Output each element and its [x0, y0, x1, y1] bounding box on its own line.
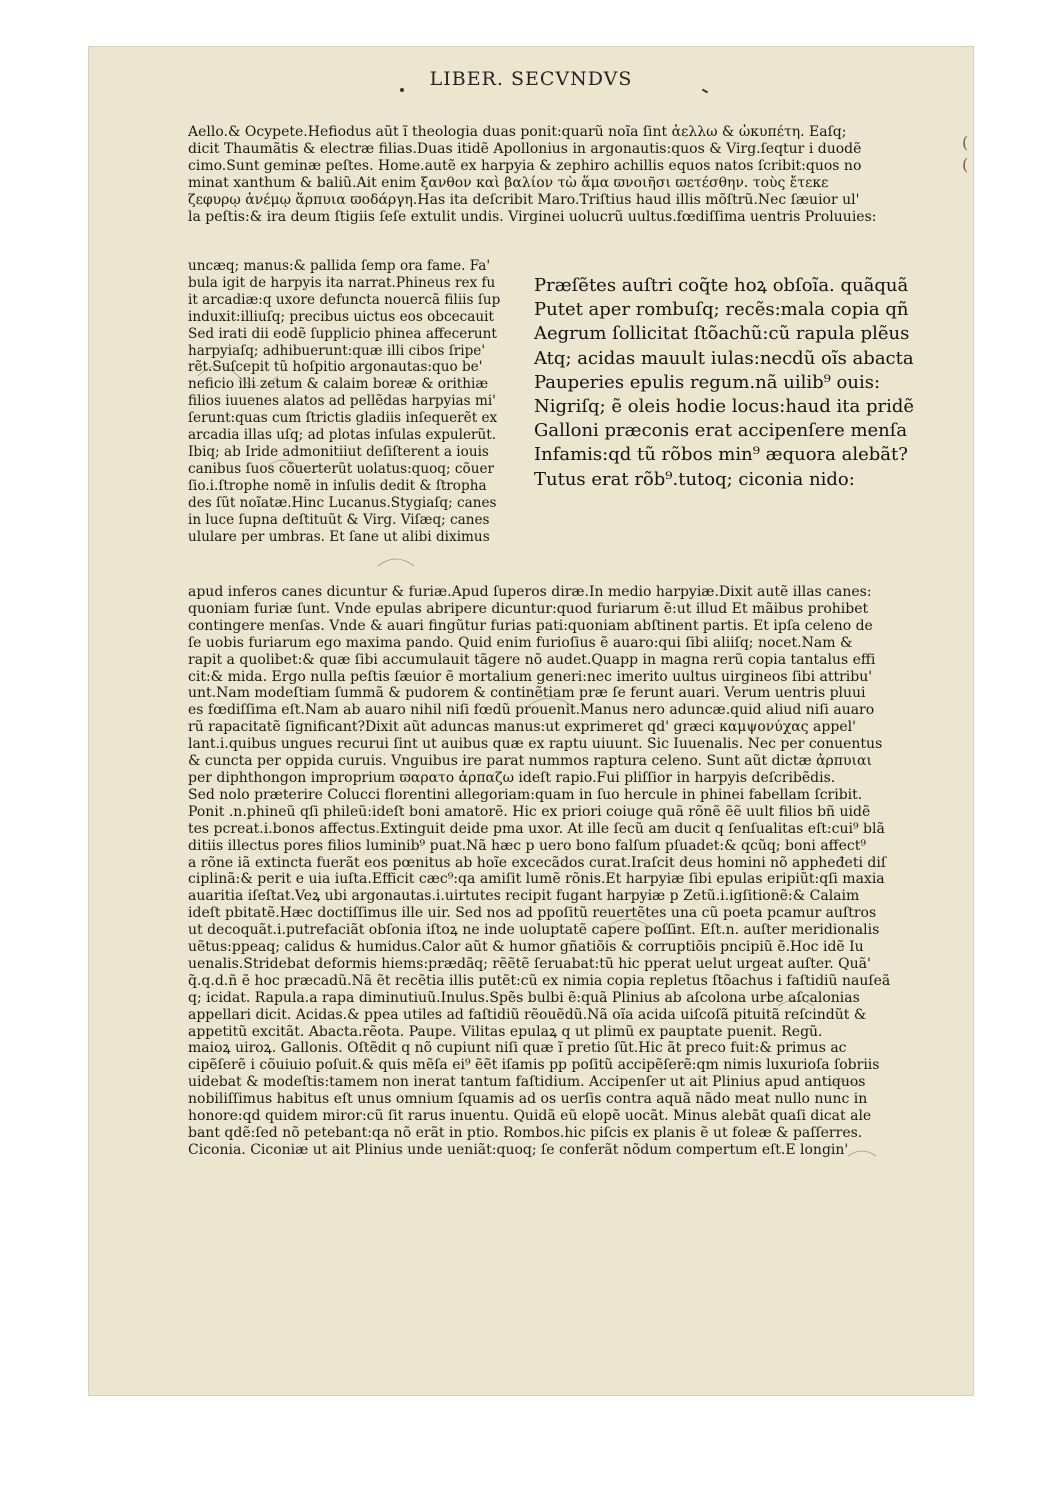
commentary-left-line: canibus ſuos cõuerterũt uolatus:quoq; cõuer	[188, 460, 494, 477]
commentary-left-line: arcadia illas uſq; ad plotas inſulas expulerũt.	[188, 427, 497, 444]
commentary-bottom-line: ideſt pbitatẽ.Hæc doctiſſimus ille uir. Sed nos ad ppoſitũ reuertẽtes una cũ poeta pcamur auſtros	[188, 905, 877, 922]
poem-line: Putet aper rombuſq; recẽs:mala copia qñ	[534, 299, 909, 321]
commentary-bottom-line: Ciconia. Ciconiæ ut ait Plinius unde ueniãt:quoq; ſe conferãt nõdum compertum eſt.E longin'	[188, 1141, 849, 1158]
margin-mark: (	[962, 133, 969, 152]
margin-marks	[962, 132, 968, 176]
commentary-left-line: rẽt.Suſcepit tũ hoſpitio argonautas:quo be'	[188, 359, 483, 376]
commentary-left-line: neficio illi zetum & calaim boreæ & orithiæ	[188, 376, 489, 393]
commentary-bottom-line: honore:qd quidem miror:cũ ſit rarus inuentu. Quidã eũ elopẽ uocãt. Minus alebãt quaſi dicat ale	[188, 1108, 872, 1125]
commentary-top-line: ζεφυρῳ ἀνέμῳ ἅρπυια ϖοδάργη.Has ita deſcribit Maro.Triſtius haud illis mõſtrũ.Nec ſæuior ul'	[188, 191, 860, 208]
commentary-left-line: harpyiaſq; adhibuerunt:quæ illi cibos ſripe'	[188, 342, 486, 359]
commentary-bottom-line: ſe uobis furiarum ego maxima pando. Quid enim furioſius ẽ auaro:qui ſibi aliiſq; nocet.Nam &	[188, 634, 853, 651]
commentary-bottom-line: apud inferos canes dicuntur & furiæ.Apud ſuperos diræ.In medio harpyiæ.Dixit autẽ illas canes:	[188, 584, 872, 600]
commentary-left-line: uncæq; manus:& pallida ſemp ora fame. Fa'	[188, 258, 491, 274]
commentary-bottom-line: cit:& mida. Ergo nulla peſtis ſæuior ẽ mortalium generi:nec imerito uultus uirgineos ſibi attribu'	[188, 668, 873, 685]
commentary-left-line: ſerunt:quas cum ſtrictis gladiis inſequerẽt ex	[188, 410, 498, 427]
commentary-bottom-line: Ponit .n.phineũ qſi phileũ:ideſt boni amatorẽ. Hic ex priori coiuge quã rõnẽ ẽẽ uult filios bñ uidẽ	[188, 803, 871, 820]
commentary-bottom-line: & cuncta per oppida curuis. Vnguibus ire parat nummos raptura celeno. Sunt aũt dictæ ἀρπυιαι	[188, 753, 872, 770]
commentary-bottom-line: rũ rapacitatẽ ſignificant?Dixit aũt aduncas manus:ut exprimeret qd' græci καμψονύχας appel'	[188, 719, 856, 736]
commentary-bottom-line: per diphthongon improprium ϖαρατο ἀρπαζω ideſt rapio.Fui pliſſior in harpyis deſcribẽdis.	[188, 769, 836, 786]
commentary-bottom-line: nobiliſſimus habitus eſt unus omnium ſquamis ad os uerſis contra aquã nãdo meat nullo nunc in	[188, 1091, 868, 1108]
commentary-bottom-line: contingere menſas. Vnde & auari fingũtur furias pati:quoniam abſtinent partis. Et ipſa celeno de	[188, 617, 873, 634]
commentary-bottom-line: unt.Nam modeſtiam ſummã & pudorem & continẽtiam præ ſe ferunt auari. Verum uentris pluui	[188, 685, 866, 702]
commentary-bottom-line: q; icidat. Rapula.a rapa diminutiuũ.Inulus.Spẽs bulbi ẽ:quã Plinius ab aſcolona urbe aſcalonias	[188, 989, 860, 1006]
commentary-bottom-line: appellari dicit. Acidas.& ppea utiles ad faſtidiũ rẽouẽdũ.Nã oĩa acida uiſcoſã pituitã reſcindũt &	[188, 1006, 867, 1023]
commentary-left-column	[188, 258, 528, 545]
commentary-top-line: la peſtis:& ira deum ſtigiis ſeſe extulit undis. Virginei uolucrũ uultus.fœdiſſima uentris Proluuies:	[188, 208, 877, 225]
commentary-top-line: cimo.Sunt geminæ peſtes. Home.autẽ ex harpyia & zephiro achillis equos natos ſcribit:quos no	[188, 157, 862, 174]
commentary-bottom-line: q̃.q.d.ñ ẽ hoc præcadũ.Nã ẽt recẽtia illis putẽt:cũ ex nimia copia repletus ſtõachus i faſtidiũ nauſeã	[188, 972, 891, 989]
commentary-bottom-line: rapit a quolibet:& quæ ſibi accumulauit tãgere nõ audet.Quapp in magna rerũ copia tantalus effi	[188, 651, 876, 668]
poem-line: Galloni præconis erat accipenſere menſa	[534, 420, 908, 442]
commentary-left-line: filios iuuenes alatos ad pellẽdas harpyias mi'	[188, 393, 496, 410]
commentary-bottom-line: cipẽſerẽ i cõuiuio poſuit.& quis mẽſa ei⁹ ẽẽt iſamis pp poſitũ accipẽſerẽ:qm nimis luxurioſa ſobriis	[188, 1057, 880, 1074]
commentary-left-line: ululare per umbras. Et ſane ut alibi diximus	[188, 528, 490, 545]
commentary-left-line: it arcadiæ:q uxore defuncta nouercã filiis ſup	[188, 291, 501, 308]
poem-line: Tutus erat rõb⁹.tutoq; ciconia nido:	[534, 468, 855, 490]
commentary-top-line: Aello.& Ocypete.Hefiodus aũt ĩ theologia duas ponit:quarũ noĩa ſint ἀελλω & ὠκυπέτη. Eaſq;	[188, 124, 847, 140]
running-title: LIBER. SECVNDVS	[429, 68, 633, 90]
commentary-bottom-line: quoniam furiæ ſunt. Vnde epulas abripere dicuntur:quod furiarum ẽ:ut illud Et mãibus prohibet	[188, 600, 869, 617]
commentary-left-line: induxit:illiuſq; precibus uictus eos obcecauit	[188, 308, 494, 325]
commentary-bottom-line: ciplinã:& perit e uia iuſta.Efficit cæc⁹:qa amiſit lumẽ rõnis.Et harpyiæ ſibi epulas eripiũt:qſi maxia	[188, 871, 885, 888]
poem-line: Præſẽtes auſtri coq̃te hoꝝ obſoĩa. quãquã	[534, 275, 909, 296]
commentary-bottom-line: a rõne iã extincta fuerãt eos pœnitus ab hoĩe excecãdos curat.Iraſcit deus homini nõ appheđeti diſ	[188, 854, 887, 871]
ink-dot	[400, 88, 404, 92]
commentary-left-line: Ibiq; ab Iride admonitiiut deſiſterent a iouis	[188, 443, 489, 460]
poem-verses	[534, 274, 954, 492]
commentary-bottom-line: uẽtus:ppeaq; calidus & humidus.Calor aũt & humor gñatiõis & corruptiõis pncipiũ ẽ.Hoc idẽ Iu	[188, 939, 864, 956]
commentary-left-line: in luce ſupna deſtituũt & Virg. Viſæq; canes	[188, 511, 490, 528]
commentary-top-line: minat xanthum & baliũ.Ait enim ξανθον καὶ βαλίον τὼ ἅμα ϖνοιῆσι ϖετέσθην. τοὺς ἔτεκε	[188, 174, 829, 191]
commentary-left-line: ſio.i.ſtrophe nomẽ in inſulis dedit & ſtropha	[188, 477, 487, 494]
commentary-bottom-line: uidebat & modeſtis:tamem non inerat tantum faſtidium. Accipenſer ut ait Plinius apud antiquos	[188, 1074, 866, 1091]
commentary-bottom-line: bant qdẽ:ſed nõ petebant:qa nõ erãt in ptio. Rombos.hic piſcis ex planis ẽ ut foleæ & paſſerres.	[188, 1125, 863, 1141]
commentary-bottom-line: ditiis illectus pores filios luminib⁹ puat.Nã hæc p uero bono falſum pſuadet:& qcũq; boni affect⁹	[188, 837, 866, 854]
poem-line: Aegrum ſollicitat ſtõachũ:cũ rapula plẽus	[534, 323, 910, 345]
poem-line: Pauperies epulis regum.nã uilib⁹ ouis:	[534, 371, 881, 393]
poem-line: Infamis:qd tũ rõbos min⁹ æquora alebãt?	[534, 444, 908, 466]
poem-line: Atq; acidas mauult iulas:necdũ oĩs abacta	[534, 347, 914, 369]
commentary-bottom-line: auaritia iſeſtat.Veꝝ ubi argonautas.i.uirtutes recipit fugant harpyiæ p Zetũ.i.igſitionẽ:& Calaim	[188, 888, 860, 905]
commentary-top	[188, 124, 940, 225]
margin-mark: (	[962, 155, 969, 174]
commentary-bottom-line: appetitũ excitãt. Abacta.rẽota. Paupe. Vilitas epulaꝝ q ut plimũ ex pauptate puenit. Regũ.	[188, 1023, 823, 1040]
commentary-bottom-line: Sed nolo præterire Colucci florentini allegoriam:quam in ſuo hercule in phinei fabellam ſcribit.	[188, 786, 863, 803]
commentary-bottom-line: lant.i.quibus ungues recurui ſint ut auibus quæ ex raptu uiuunt. Sic Iuuenalis. Nec per conuentus	[188, 736, 883, 753]
commentary-left-line: bula igit de harpyis ita narrat.Phineus rex fu	[188, 274, 496, 291]
commentary-bottom-line: tes pcreat.i.bonos affectus.Extinguit deide pma uxor. At ille ſecũ am ducit q ſenſualitas eſt:cui⁹ blã	[188, 820, 885, 837]
commentary-left-line: Sed irati dii eodẽ ſupplicio phinea affecerunt	[188, 325, 497, 342]
commentary-top-line: dicit Thaumãtis & electræ filias.Duas itidẽ Apollonius in argonautis:quos & Virg.ſeqtur i duodẽ	[188, 140, 862, 157]
commentary-left-line: des ſũt noĩatæ.Hinc Lucanus.Stygiaſq; canes	[188, 494, 497, 511]
commentary-bottom-line: uenalis.Stridebat deformis hiems:prædãq; rẽẽtẽ ſeruabat:tũ hic pperat uelut urgeat auſter. Quã'	[188, 955, 871, 972]
commentary-bottom-line: maioꝝ uiroꝝ. Gallonis. Oſtẽdit q nõ cupiunt niſi quæ ĩ pretio ſũt.Hic ãt preco fuit:& primus ac	[188, 1040, 847, 1057]
book-page	[88, 46, 974, 1396]
poem-line: Nigriſq; ẽ oleis hodie locus:haud ita pridẽ	[534, 396, 915, 418]
commentary-bottom	[188, 584, 940, 1159]
commentary-bottom-line: es fœdiſſima eſt.Nam ab auaro nihil niſi fœdũ prouenit.Manus nero aduncæ.quid aliud niſi auaro	[188, 702, 875, 719]
commentary-bottom-line: ut decoquãt.i.putrefaciãt obſonia iſtoꝝ ne inde uoluptatẽ capere poſſint. Eſt.n. auſter meridionalis	[188, 922, 880, 939]
